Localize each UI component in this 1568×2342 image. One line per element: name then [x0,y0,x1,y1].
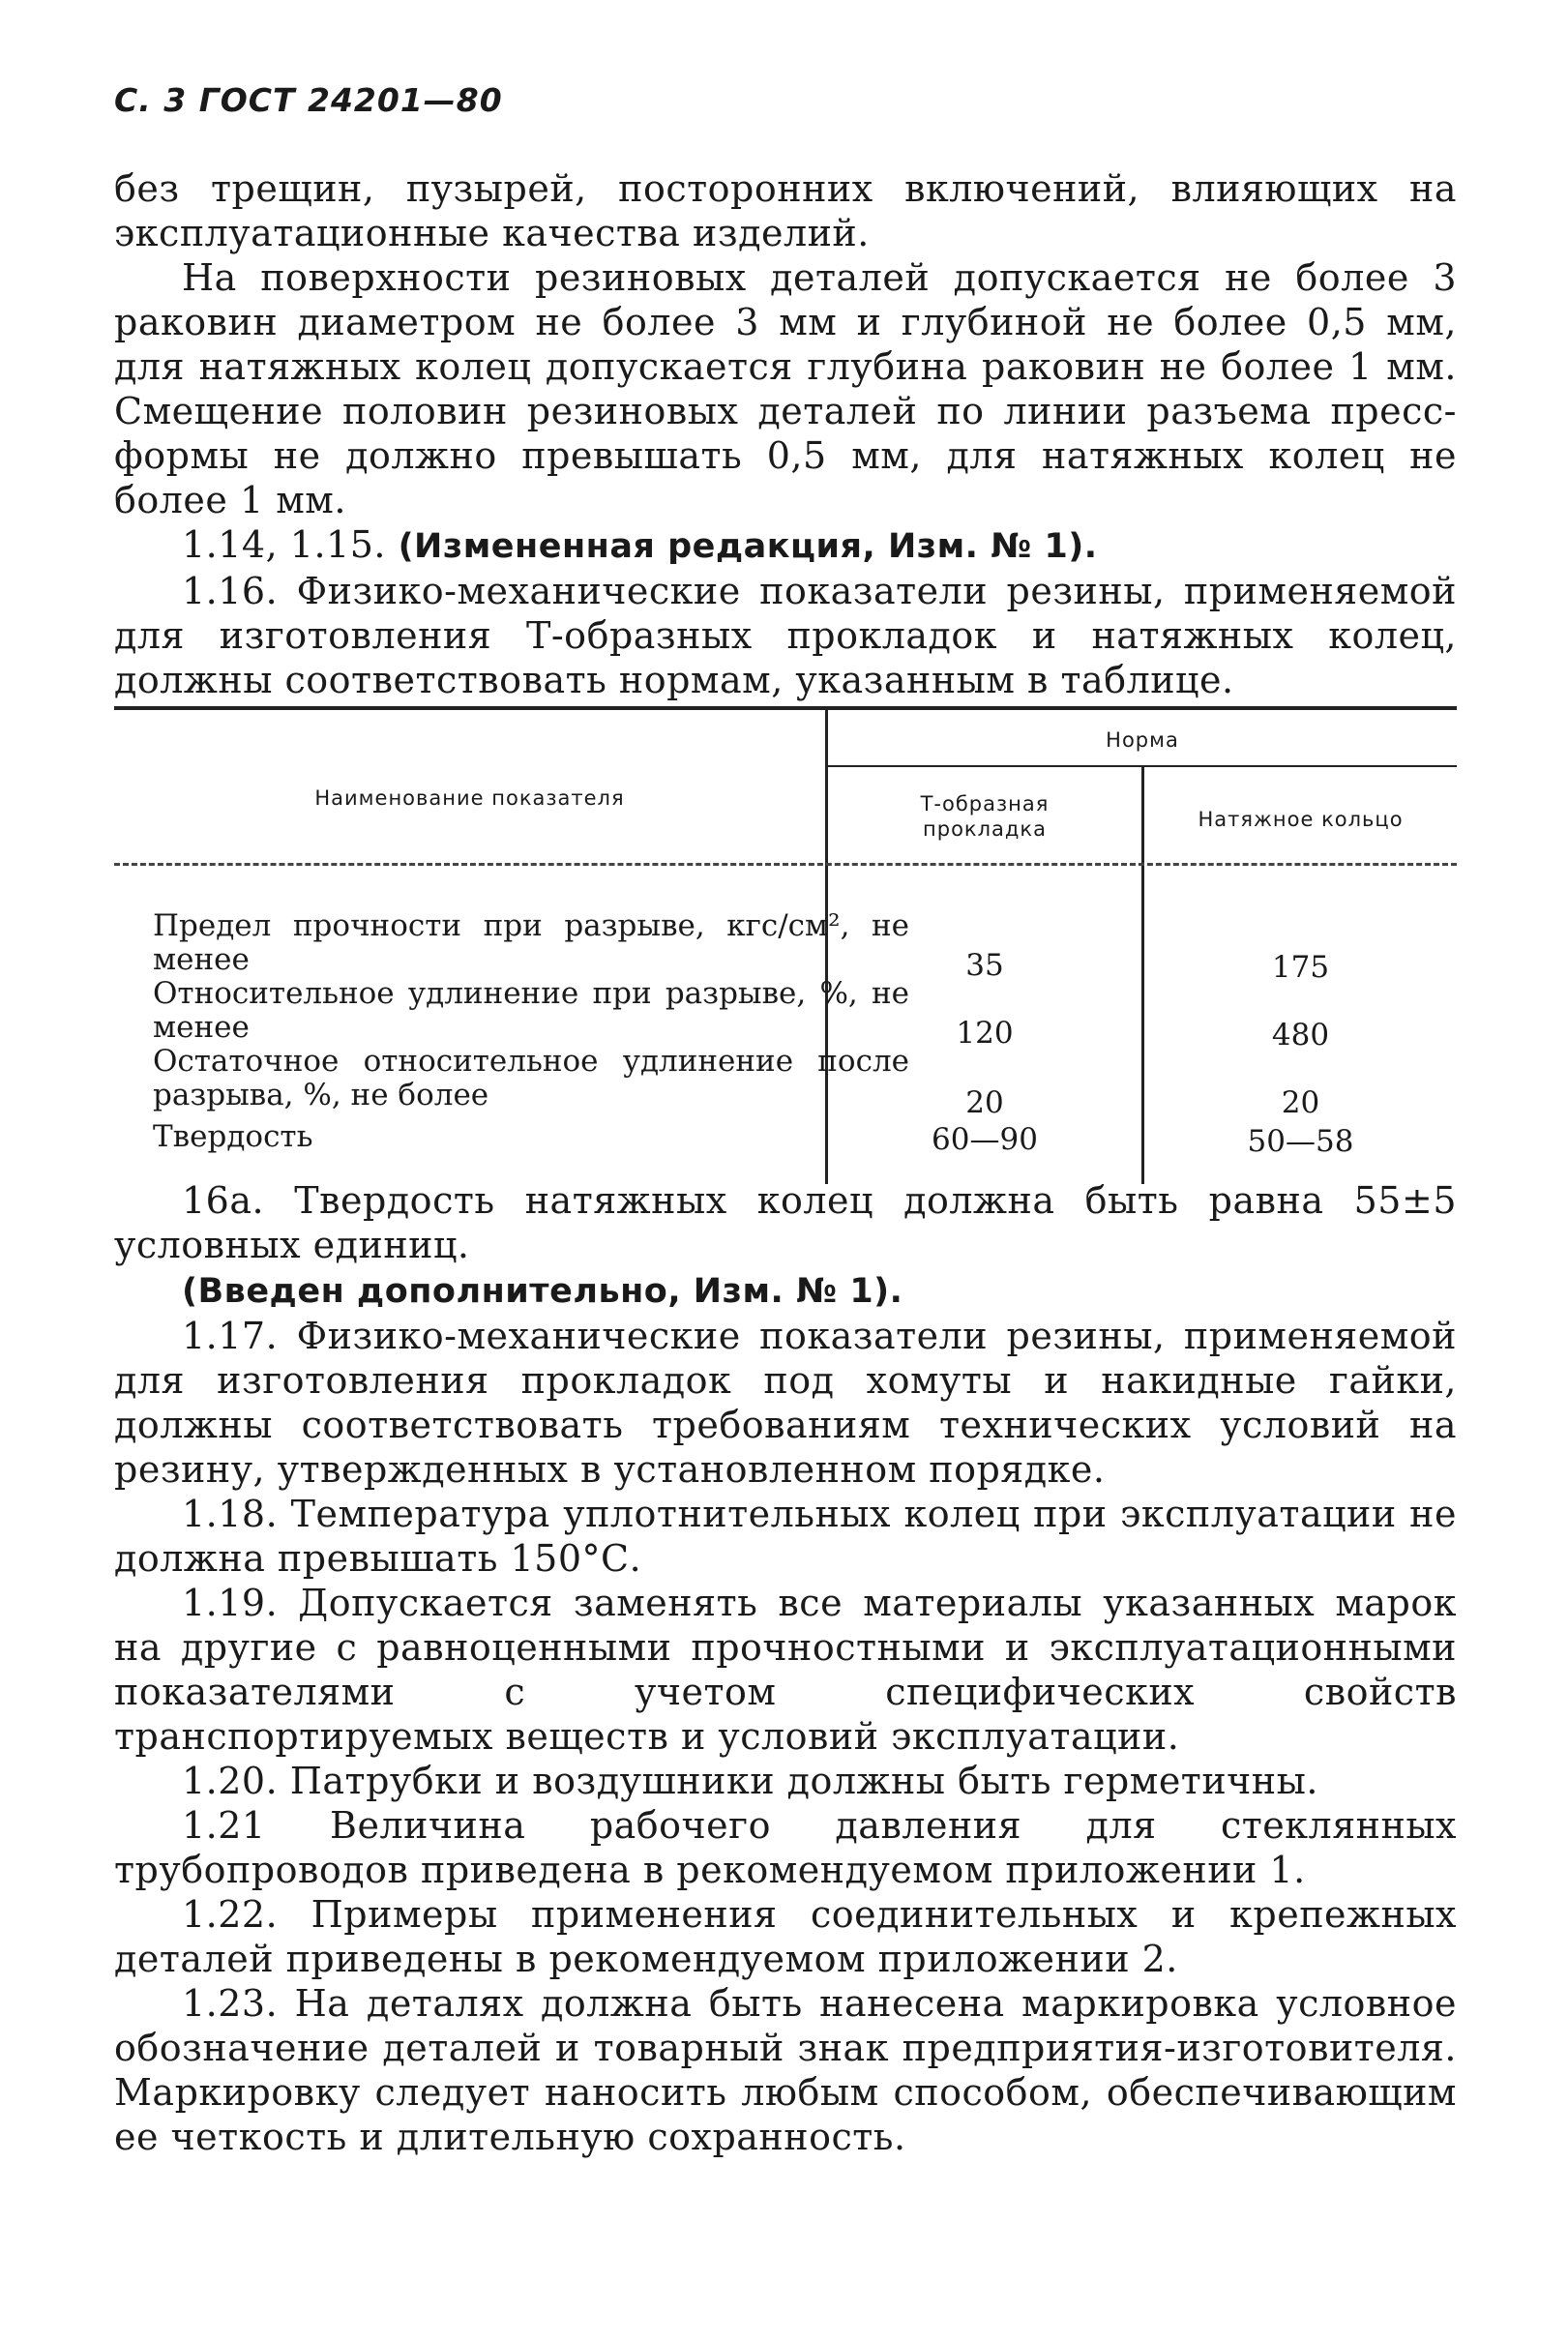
paragraph-surface: На поверхности резиновых деталей допускается не более 3 раковин диаметром не более 3 мм и глубиной не более 0,5 мм, для натяжных колец допускается глубина раковин не более 1 мм. Смещение половин резиновых деталей по линии разъема пресс-формы не должно превышать 0,5 мм, для натяжных колец не более 1 мм. [114,256,1457,521]
paragraph-16a: 16а. Твердость натяжных колец должна быть равна 55±5 условных единиц. [114,1179,1457,1266]
paragraph-16a-amendment [114,1267,1457,1314]
paragraph-1-16: 1.16. Физико-механические показатели резины, применяемой для изготовления Т-образных прокладок и натяжных колец, должны соответствовать нормам, указанным в таблице. [114,570,1457,701]
paragraph-1-21: 1.21 Величина рабочего давления для стеклянных трубопроводов приведена в рекомендуемом приложении 1. [114,1804,1457,1891]
paragraph-1-14-number: 1.14, 1.15. [182,523,386,566]
header-indicator-name: Наименование показателя [314,786,625,810]
paragraph-1-23: 1.23. На деталях должна быть нанесена маркировка условное обозначение деталей и товарный знак предприятия-изготовителя. Маркировку следует наносить любым способом, обеспечивающим ее четкость и длительную сохранность. [114,1982,1457,2158]
value-t-tensile-strength: 35 [965,948,1004,983]
table-top-rule [114,706,1457,710]
row-name-tensile-strength: Предел прочности при разрыве, кгс/см², не менее [153,908,909,977]
header-t-gasket: Т-образная прокладка [920,792,1050,841]
header-tension-ring: Натяжное кольцо [1198,808,1404,831]
row-name-elongation: Относительное удлинение при разрыве, %, не менее [153,976,909,1045]
norms-table [114,706,1457,1190]
value-t-hardness: 60—90 [932,1122,1038,1157]
value-ring-elongation: 480 [1271,1018,1330,1052]
table-header-dashed-rule [114,863,1457,866]
paragraph-1-18: 1.18. Температура уплотнительных колец при эксплуатации не должна превышать 150°С. [114,1493,1457,1580]
paragraph-1-14 [114,522,1457,569]
paragraph-16a-amendment-text: (Введен дополнительно, Изм. № 1). [182,1272,903,1311]
norm-header-rule [825,765,1457,767]
value-ring-hardness: 50—58 [1247,1124,1354,1159]
paragraph-1-20: 1.20. Патрубки и воздушники должны быть герметичны. [182,1760,1318,1802]
paragraph-1-14-amendment: (Измененная редакция, Изм. № 1). [398,527,1098,566]
row-name-residual-elongation: Остаточное относительное удлинение после разрыва, %, не более [153,1044,909,1112]
paragraph-1-17: 1.17. Физико-механические показатели резины, применяемой для изготовления прокладок под хомуты и накидные гайки, должны соответствовать требованиям технических условий на резину, утвержденных в установленном порядке. [114,1315,1457,1491]
paragraph-1-19: 1.19. Допускается заменять все материалы указанных марок на другие с равноценными прочностными и эксплуатационными показателями с учетом специфических свойств транспортируемых веществ и условий эксплуатации. [114,1582,1457,1758]
page-header: С. 3 ГОСТ 24201—80 [114,81,503,119]
upper-text-block [114,166,1457,702]
value-t-residual-elongation: 20 [965,1085,1004,1120]
paragraph-intro: без трещин, пузырей, посторонних включений, влияющих на эксплуатационные качества изделий. [114,167,1457,254]
value-t-elongation: 120 [956,1016,1014,1051]
value-ring-tensile-strength: 175 [1271,950,1330,985]
value-ring-residual-elongation: 20 [1281,1085,1320,1120]
header-norm: Норма [1106,728,1179,752]
paragraph-1-22: 1.22. Примеры применения соединительных и крепежных деталей приведены в рекомендуемом приложении 2. [114,1893,1457,1980]
row-name-hardness: Твердость [153,1119,313,1154]
lower-text-block [114,1178,1457,2159]
